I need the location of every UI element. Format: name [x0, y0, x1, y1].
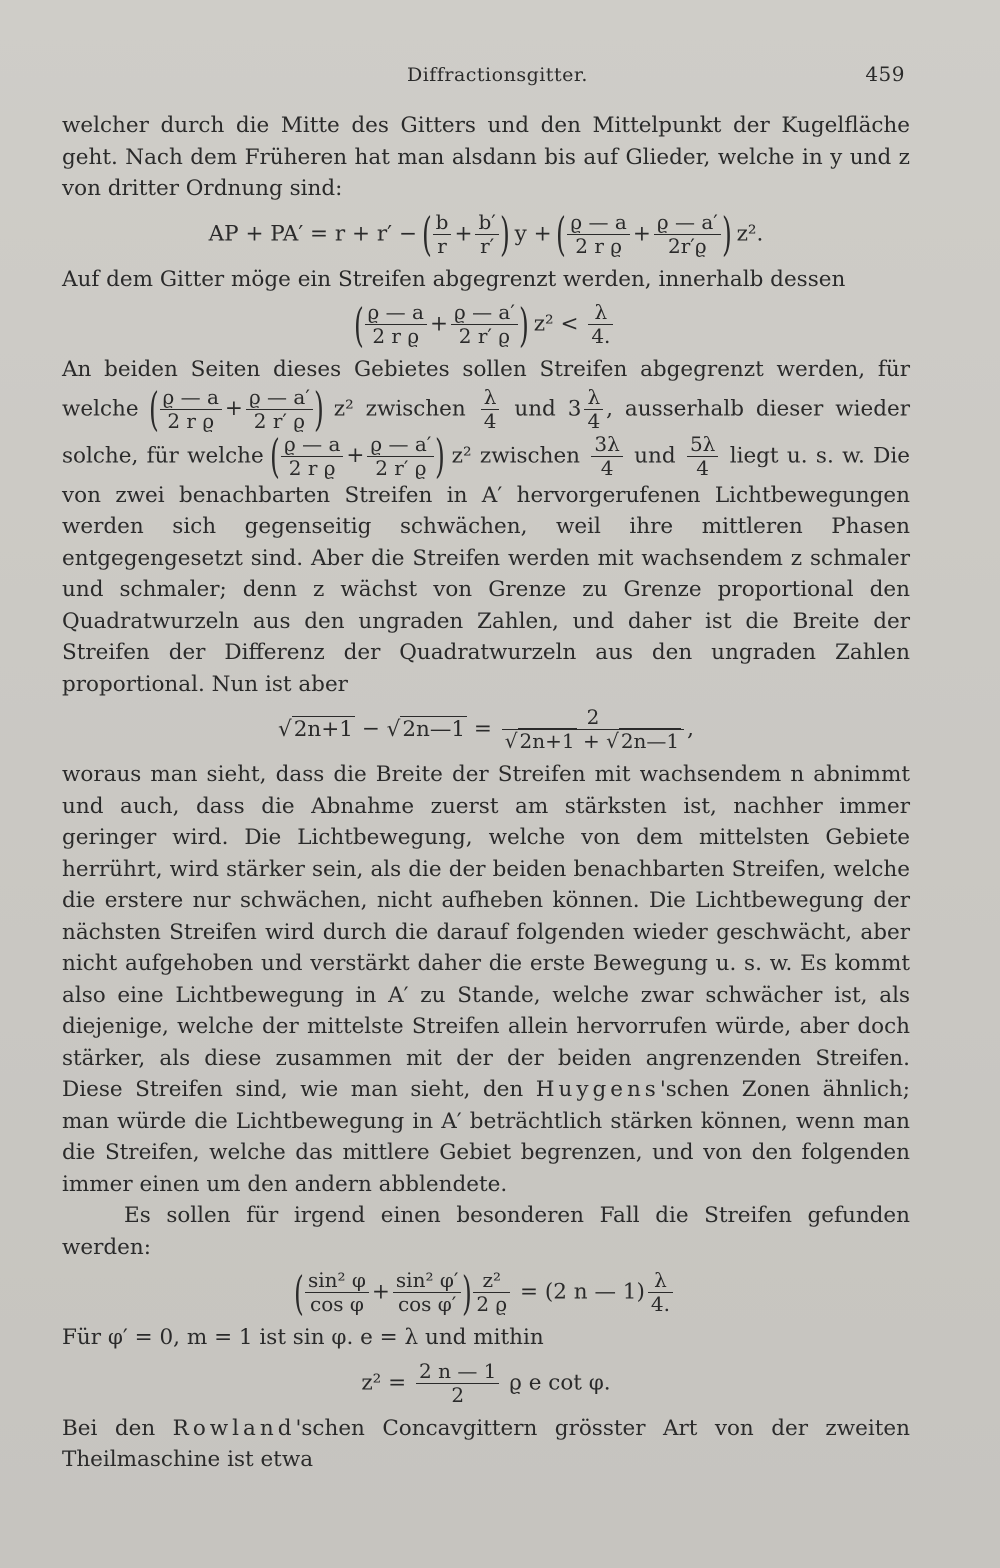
p3-intro: An beiden Seiten dieses Gebietes sollen Streifen abgegrenzt werden, für welche [62, 357, 910, 421]
paren-close: ) [435, 429, 446, 483]
frac-den: 2 r ϱ [288, 455, 336, 480]
frac-rho-ap [367, 433, 434, 480]
eq1-mid: y + [514, 221, 552, 246]
eq3-comma: , [687, 716, 695, 742]
frac-z2-2rho [473, 1269, 510, 1316]
radical-2n-minus-1: √ 2n—1 [606, 729, 680, 753]
frac-den: 4. [650, 1292, 670, 1316]
p7-text: Bei den [62, 1415, 156, 1441]
paren-open: ( [556, 207, 567, 261]
radicand: 2n—1 [620, 729, 680, 753]
equation-strip-condition: ( $\frac{ϱ — a}{\text{2 r ϱ}}$ + $\frac{ϱ — a'}{2 r' ϱ}$ ) z² < $\frac{\lambda}{4.}$ [62, 301, 910, 348]
frac-num: ϱ — a [160, 386, 222, 410]
equation-sqrt-difference [62, 706, 910, 753]
radical-2n-minus-1: √2n—1 [386, 716, 466, 742]
frac-den: cos φ [310, 1292, 364, 1316]
frac-num: ϱ — a′ [367, 433, 434, 457]
frac-rho-ap [654, 211, 721, 258]
frac-lambda-4 [588, 301, 613, 348]
body-text [62, 110, 910, 1476]
frac-den: 4 [483, 408, 497, 433]
frac-5lambda-4 [687, 433, 718, 480]
frac-num: 5λ [687, 433, 718, 457]
frac-lambda-4 [648, 1269, 673, 1316]
frac-lambda-4 [481, 386, 500, 433]
paren-close: ) [499, 207, 510, 261]
frac-num: λ [481, 386, 500, 410]
frac-num: λ [584, 386, 603, 410]
frac-rho-ap [246, 386, 313, 433]
radicand: 2n—1 [402, 716, 466, 742]
frac-sin-cos [305, 1269, 369, 1316]
paragraph-5: Es sollen für irgend einen besonderen Fall die Streifen gefunden werden: [62, 1203, 910, 1260]
paren-open: ( [148, 382, 159, 436]
frac-num: ϱ — a′ [246, 386, 313, 410]
frac-bp-rp [475, 211, 498, 258]
paren-close: ) [721, 207, 732, 261]
frac-den: 4 [696, 455, 709, 480]
paren-open: ( [270, 429, 280, 483]
running-title: Diffractionsgitter. [407, 64, 588, 86]
frac-den: 2 [451, 1382, 465, 1407]
frac-den: 2 r′ ϱ [253, 408, 306, 433]
frac-rho-a [365, 301, 427, 348]
frac-den: 2r′ϱ [668, 233, 707, 258]
eq1-tail: z². [736, 221, 764, 246]
frac-num: sin² φ [305, 1269, 369, 1293]
p3-and3: und 3 [514, 396, 582, 421]
frac-den: 2 r′ ϱ [458, 324, 511, 348]
frac-den: 2 r′ ϱ [375, 455, 427, 480]
eq3-equals: = [473, 716, 492, 742]
frac-rho-ap [451, 301, 518, 348]
p4-text: woraus man sieht, dass die Breite der Streifen mit wachsendem n abnimmt und auch, dass die Abnahme zuerst am stärksten ist, nachher immer geringer wird. Die Lichtbewegung, welche von dem mittelsten Gebiete herrührt, wird stärker sein, als die der beiden benachbarten Streifen, welche die erstere nur schwächen, nicht aufheben können. Die Lichtbewegung der nächsten Streifen wird durch die darauf folgenden wieder geschwächt, aber nicht aufgehoben und verstärkt daher die erste Bewegung u. s. w. Es kommt also eine Lichtbewegung in A′ zu Stande, welche zwar schwächer ist, als diejenige, welche der mittelste Streifen allein hervorrufen würde, aber doch stärker, als diese zusammen mit der der beiden angrenzenden Streifen. Diese Streifen sind, wie man sieht, den [62, 762, 910, 1102]
page-number: 459 [865, 62, 905, 86]
eq5-lhs: z² = [361, 1370, 407, 1395]
frac-den: 4 [587, 408, 601, 433]
paren-open: ( [421, 207, 432, 261]
frac-den: 4 [600, 455, 614, 480]
frac-num: 2 [502, 706, 684, 730]
eq1-lhs: AP + PA′ = r + r′ − [208, 221, 417, 246]
frac-den: 2 ϱ [476, 1292, 508, 1316]
paragraph-3 [62, 354, 910, 700]
radical-2n-plus-1: √2n+1 [277, 716, 353, 742]
eq5-tail: ϱ e cot φ. [509, 1370, 611, 1395]
running-header [62, 60, 905, 90]
paragraph-6: Für φ′ = 0, m = 1 ist sin φ. e = λ und mithin [62, 1325, 544, 1350]
eq3-minus: − [361, 716, 380, 742]
equation-path-length: AP + PA′ = r + r′ − ( $\frac{b}{r}$ + $\frac{b'}{r'}$ ) y + ( $\frac{ϱ — a}{\text{2 r ϱ}}$ + $\frac{ϱ — a'}{2r'ϱ}$ ) z². [208, 207, 764, 261]
frac-2-over-sum [502, 706, 684, 753]
frac-den: 2 r ϱ [575, 233, 622, 258]
radicand: 2n+1 [519, 729, 575, 753]
frac-num: ϱ — a′ [654, 211, 721, 235]
frac-den: 2 r ϱ [167, 408, 215, 433]
eq2-mid: z² < [533, 311, 579, 337]
equation-special-case: ( $\frac{\text{sin² φ}}{\text{cos φ}}$ + $\frac{\text{sin² φ′}}{\text{cos φ′}}$ ) $\frac{\text{z²}}{2 ϱ}$ = (2 n — 1) $\frac{\lambda}{4.}$ [62, 1269, 910, 1316]
p3-rest: liegt u. s. w. Die von zwei benachbarten Streifen in A′ hervorgerufenen Lichtbewegungen werden sich gegenseitig schwächen, weil ihre mittleren Phasen entgegengesetzt sind. Aber die Streifen werden mit wachsendem z schmaler und schmaler; denn z wächst von Grenze zu Grenze proportional den Quadratwurzeln aus den ungraden Zahlen, und daher ist die Breite der Streifen der Differenz der Quadratwurzeln aus den ungraden Zahlen proportional. Nun ist aber [62, 443, 910, 697]
frac-num: ϱ — a [365, 301, 427, 325]
frac-num: ϱ — a [567, 211, 629, 235]
paragraph-2: Auf dem Gitter möge ein Streifen abgegrenzt werden, innerhalb dessen [62, 266, 846, 292]
frac-den [502, 730, 684, 753]
paren-open: ( [353, 297, 364, 352]
inline-formula-2: ( $\frac{ϱ — a}{\text{2 r ϱ}}$ + $\frac{ϱ — a'}{2 r' ϱ}$ ) [270, 429, 446, 483]
paren-open: ( [294, 1265, 304, 1320]
frac-num: 3λ [591, 433, 622, 457]
p4-text-2: 'schen Zonen ähnlich; man würde die Lichtbewegung in A′ beträchtlich stärken können, wenn man die Streifen, welche das mittlere Gebiet begrenzen, und von den folgenden immer einen um den andern abblendete. [62, 1077, 910, 1197]
p3-outside: , ausserhalb dieser wieder solche, für [62, 396, 910, 468]
frac-lambda-4 [584, 386, 603, 433]
paragraph-1: welcher durch die Mitte des Gitters und den Mittelpunkt der Kugelfläche geht. Nach dem Früheren hat man alsdann bis auf Glieder, welche in y und z von dritter Ordnung sind: [62, 113, 910, 201]
radicand: 2n+1 [293, 716, 353, 742]
frac-num: b [433, 211, 452, 235]
frac-den: cos φ′ [397, 1292, 457, 1316]
frac-num: λ [588, 301, 613, 325]
paren-close: ) [462, 1265, 473, 1320]
frac-num: sin² φ′ [393, 1269, 461, 1293]
frac-den: r [437, 233, 447, 258]
frac-num: b′ [475, 211, 498, 235]
p7-text-2: 'schen Concavgittern grösster Art von der zweiten Theilmaschine ist etwa [62, 1415, 910, 1472]
frac-rho-a [281, 433, 343, 480]
p3-welche: welche [187, 443, 264, 468]
frac-den: r′ [480, 233, 495, 258]
frac-3lambda-4 [591, 433, 622, 480]
frac-b-r [433, 211, 452, 258]
paren-close: ) [518, 297, 529, 352]
frac-rho-a [160, 386, 222, 433]
p3-between-2: z² zwischen [451, 443, 581, 468]
frac-num: λ [648, 1269, 673, 1293]
radical-2n-plus-1: √ 2n+1 [504, 729, 575, 753]
frac-num: 2 n — 1 [416, 1360, 499, 1384]
frac-2n-1-over-2 [416, 1360, 499, 1407]
frac-rho-a [567, 211, 629, 258]
paren-close: ) [313, 382, 324, 436]
name-huygens: Huygens [535, 1077, 660, 1102]
paragraph-4 [62, 759, 910, 1200]
frac-den: 2 r ϱ [372, 324, 420, 348]
frac-num: ϱ — a [281, 433, 343, 457]
frac-num: ϱ — a′ [451, 301, 518, 325]
eq4-rhs: = (2 n — 1) [520, 1279, 645, 1305]
paragraph-7 [62, 1413, 910, 1476]
equation-z-squared [62, 1360, 910, 1407]
p3-and: und [634, 443, 676, 468]
frac-num: z² [473, 1269, 510, 1293]
name-rowland: Rowland [172, 1415, 296, 1441]
frac-sin-cos-prime [393, 1269, 461, 1316]
frac-den: 4. [591, 324, 611, 348]
eq3-plus: + [582, 729, 600, 753]
p3-between: z² zwischen [333, 396, 466, 421]
inline-formula-1: ( $\frac{ϱ — a}{\text{2 r ϱ}}$ + $\frac{ϱ — a'}{2 r' ϱ}$ ) [148, 382, 324, 436]
